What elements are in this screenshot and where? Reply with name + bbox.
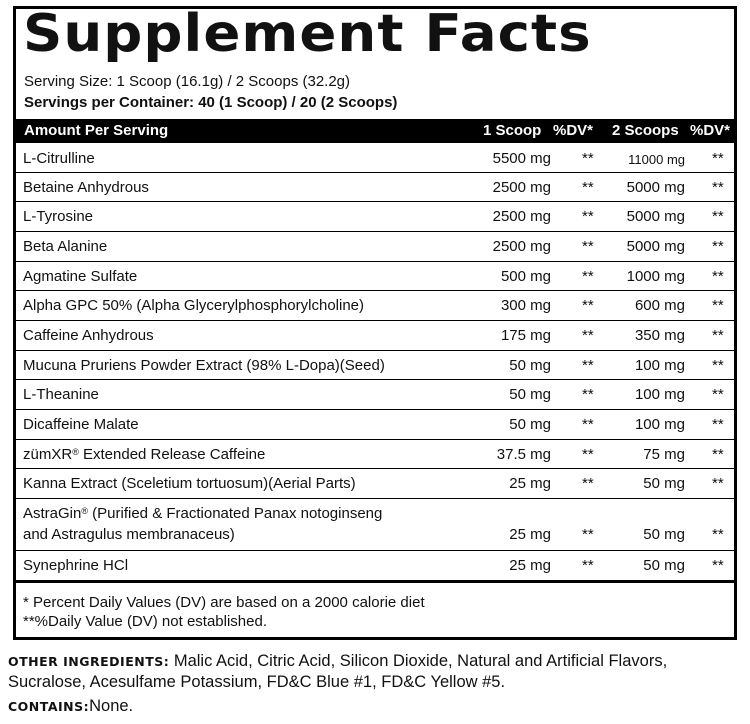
serving-size: Serving Size: 1 Scoop (16.1g) / 2 Scoops (32.2g) [24,73,351,90]
table-row: Mucuna Pruriens Powder Extract (98% L-Dopa)(Seed) 50 mg ** 100 mg ** [16,351,734,380]
header-dv2: %DV* [690,122,731,139]
table-row: Synephrine HCl 25 mg ** 50 mg ** [23,557,724,574]
table-row: AstraGin® (Purified & Fractionated Panax notoginseng and Astragulus membranaceus) 25 mg ** 50 mg ** [16,499,734,551]
table-row: Agmatine Sulfate 500 mg ** 1000 mg ** [16,262,734,291]
table-row: Caffeine Anhydrous 175 mg ** 350 mg ** [16,321,734,351]
header-dv1: %DV* [553,122,594,139]
table-row: L-Citrulline 5500 mg ** 11000 mg ** [16,143,734,173]
header-amount: Amount Per Serving [24,122,169,139]
header-scoop1: 1 Scoop [483,122,542,139]
table-row: zümXR® Extended Release Caffeine 37.5 mg ** 75 mg ** [16,440,734,469]
contains [8,697,133,716]
contains-text: None. [89,697,134,715]
table-row: Alpha GPC 50% (Alpha Glycerylphosphorylcholine) 300 mg ** 600 mg ** [16,291,734,321]
divider [16,580,734,583]
table-row: Dicaffeine Malate 50 mg ** 100 mg ** [16,410,734,440]
table-row: L-Theanine 50 mg ** 100 mg ** [16,380,734,410]
servings-per-container: Servings per Container: 40 (1 Scoop) / 20 (2 Scoops) [24,94,398,111]
other-ingredients-label: OTHER INGREDIENTS: [8,654,170,669]
table-row: L-Tyrosine 2500 mg ** 5000 mg ** [16,202,734,232]
footnote-not-established: **%Daily Value (DV) not established. [23,613,268,630]
contains-label: CONTAINS: [8,699,90,714]
other-ingredients-text: Malic Acid, Citric Acid, Silicon Dioxide, Natural and Artificial Flavors, Sucralose, Acesulfame Potassium, FD&C Blue #1, FD&C Yellow #5. [8,652,668,691]
table-row: Betaine Anhydrous 2500 mg ** 5000 mg ** [16,173,734,202]
footnote-dv: * Percent Daily Values (DV) are based on a 2000 calorie diet [23,594,425,611]
supplement-facts-panel [13,6,737,640]
other-ingredients [8,651,743,693]
panel-title: Supplement Facts [23,4,592,64]
table-header [16,119,734,143]
table-row: Beta Alanine 2500 mg ** 5000 mg ** [16,232,734,262]
header-scoop2: 2 Scoops [612,122,679,139]
table-row: Kanna Extract (Sceletium tortuosum)(Aerial Parts) 25 mg ** 50 mg ** [16,469,734,499]
